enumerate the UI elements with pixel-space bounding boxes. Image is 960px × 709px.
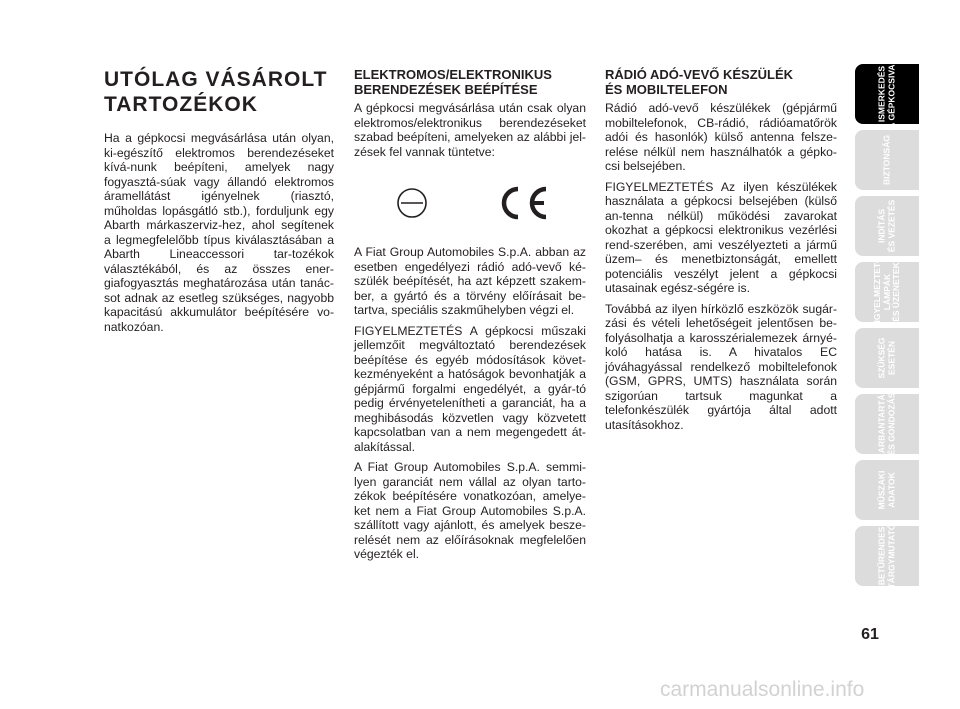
- tab-label-line: LÁMPÁK: [881, 273, 892, 311]
- chapter-tabs: [855, 59, 919, 592]
- paragraph: Rádió adó-vevő készülékek (gépjármű mobiltelefonok, CB-rádió, rádióamatőrök adói és hasonlók) külső antenna felsze-relése nélkül nem használhatók a gépko-csi belsejében.: [605, 101, 837, 173]
- tab-technical-data[interactable]: [855, 460, 919, 520]
- column-3: [605, 62, 837, 438]
- tab-label-line: ADATOK: [886, 472, 896, 508]
- column-2: [354, 62, 586, 568]
- tab-label-line: MŰSZAKI: [876, 470, 887, 510]
- title-line: TARTOZÉKOK: [104, 93, 258, 116]
- title-line: BERENDEZÉSEK BEÉPÍTÉSE: [354, 82, 538, 97]
- tab-label-line: TÁRGYMUTATÓ: [886, 523, 896, 589]
- paragraph: Ha a gépkocsi megvásárlása után olyan, ki-egészítő elektromos berendezéseket kívá-nunk beépíteni, amelyek nagy fogyasztá-súak vagy állandó elektromos áramellátást igényelnek (riasztó, műholdas lopásgátló stb.), forduljunk egy Abarth márkaszerviz-hez, ahol segítenek a legmegfelelőbb típus kiválasztásában a Abarth Lineaccessori tar-tozékok választékából, és az összes ener-giafogyasztás meghatározása után tanác-sot adnak az esetleg szükséges, nagyobb kapacitású akkumulátor beépítésére vo-natkozóan.: [104, 131, 334, 334]
- tab-label: [882, 135, 892, 185]
- tab-safety[interactable]: [855, 130, 919, 190]
- ce-mark-icon: [494, 183, 550, 223]
- tab-index[interactable]: [855, 523, 919, 589]
- tab-label-line: ÉS VEZETÉS: [886, 199, 896, 253]
- tab-label-line: ISMERKEDÉS: [876, 65, 887, 123]
- tab-label: [878, 200, 897, 252]
- tab-warning-lights[interactable]: [855, 256, 919, 328]
- warning-paragraph: FIGYELMEZTETÉS Az ilyen készülékek használata a gépkocsi belsejében (külső an-tenna nélkül) működési zavarokat okozhat a gépkocsi elektronikus vezérlési rend-szerében, ami veszélyezteti a jármű üzem– és menetbiztonságát, emellett potenciális veszélyt jelent a gépkocsi utasainak egész-ségére is.: [605, 179, 837, 295]
- tab-label-line: ESETÉN: [886, 341, 896, 376]
- tab-label-line: A GÉPKOCSIVAL: [886, 59, 896, 129]
- tab-label: [878, 59, 897, 128]
- tab-label: [878, 471, 897, 510]
- tab-getting-to-know[interactable]: [855, 59, 919, 129]
- tab-maintenance[interactable]: [855, 388, 919, 460]
- title-line: RÁDIÓ ADÓ-VEVŐ KÉSZÜLÉK: [605, 67, 794, 82]
- paragraph: A gépkocsi megvásárlása után csak olyan elektromos/elektronikus berendezéseket szabad beépíteni, amelyeken az alábbi jel-zések fel vannak tüntetve:: [354, 101, 586, 159]
- title-line: UTÓLAG VÁSÁROLT: [104, 68, 328, 91]
- tab-label-line: BETŰRENDES: [876, 526, 887, 586]
- warning-paragraph: FIGYELMEZTETÉS A gépkocsi műszaki jellemzőit megváltoztató berendezések beépítése és egyéb módosítások követ-kezményeként a hatóságok bevonhatják a gépjármű forgalmi engedélyét, a gyár-tó pedig érvényetelenítheti a garanciát, ha a meghibásodás közvetlen vagy közvetett kapcsolatban van a nem megengedett át-alakítással.: [354, 323, 586, 454]
- tab-label-line: BIZTONSÁG: [881, 135, 892, 185]
- watermark: carmanualsonline.info: [660, 678, 865, 701]
- paragraph: A Fiat Group Automobiles S.p.A. semmi-lyen garanciát nem vállal az olyan tarto-zékok beépítésére vonatkozóan, amelye-ket nem a Fiat Group Automobiles S.p.A. szállított vagy ajánlott, és amelyek besze-relését nem az előírásoknak megfelelően végezték el.: [354, 460, 586, 561]
- tab-label: [878, 524, 897, 589]
- tab-label-line: INDÍTÁS: [876, 209, 887, 243]
- title-line: ELEKTROMOS/ELEKTRONIKUS: [354, 67, 552, 82]
- paragraph: Továbbá az ilyen hírközlő eszközök sugár-zási és vételi lehetőségeit jelentősen be-folyásolhatja a karosszérialemezek árnyé-koló hatása is. A hivatalos EC jóváhagyással rendelkező mobiltelefonok (GSM, GPRS, UMTS) használata során szigorúan tartsuk magunkat a telefonkészülék gyártója által adott utasításokhoz.: [605, 301, 837, 432]
- approval-symbols: [354, 183, 586, 223]
- title-line: ÉS MOBILTELEFON: [605, 82, 728, 97]
- tab-label-line: KARBANTARTÁS: [876, 388, 887, 460]
- tab-label-line: FIGYELMEZTETŐ: [871, 256, 882, 328]
- tab-starting-driving[interactable]: [855, 196, 919, 256]
- column-1: [104, 62, 334, 340]
- tab-emergency[interactable]: [855, 328, 919, 388]
- section-title-electrical: [354, 67, 586, 97]
- tab-label: [878, 337, 897, 378]
- tab-label-line: ÉS GONDOZÁS: [886, 392, 896, 456]
- section-title-radio: [605, 67, 837, 97]
- page-number: 61: [861, 626, 879, 643]
- tab-label-line: SZÜKSÉG: [876, 337, 887, 379]
- tab-label: [873, 256, 902, 327]
- tab-label: [878, 389, 897, 460]
- tab-label-line: ÉS ÜZENETEK: [890, 262, 901, 322]
- section-title-accessories: [104, 67, 334, 117]
- e-mark-icon: [392, 183, 432, 223]
- paragraph: A Fiat Group Automobiles S.p.A. abban az esetben engedélyezi rádió adó-vevő ké-szülék beépítését, ha azt képzett szakem-ber, a gyártó és a törvény előírásait be-tartva, speciális szakműhelyben végzi el.: [354, 245, 586, 317]
